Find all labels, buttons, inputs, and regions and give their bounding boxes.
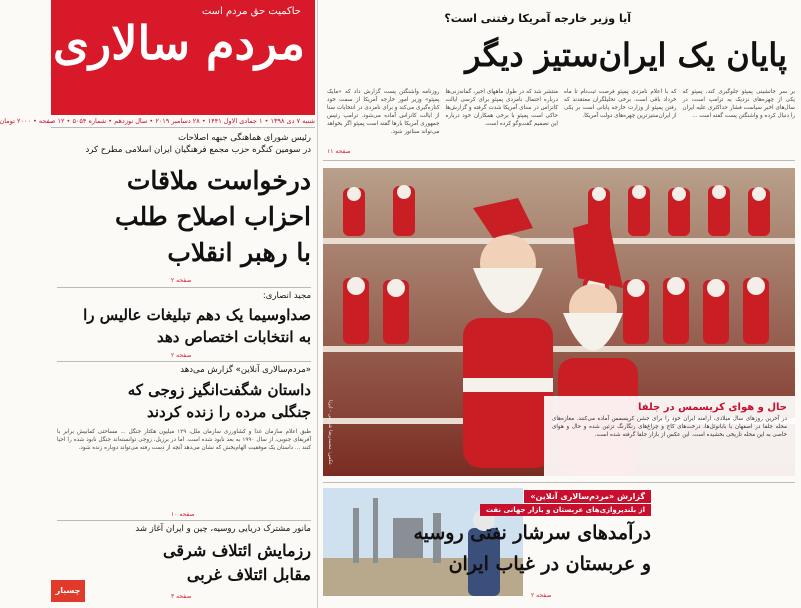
caption-title[interactable]: حال و هوای کریسمس در جلفا	[638, 402, 787, 413]
story4-headline-line1[interactable]: رزمایش ائتلاف شرقی	[163, 541, 311, 560]
story3-headline-line1[interactable]: داستان شگفت‌انگیز زوجی که	[127, 381, 311, 399]
lead-headline[interactable]: پایان یک ایران‌ستیز دیگر	[465, 36, 787, 74]
story3-page: صفحه ۱۰	[171, 511, 195, 518]
lead-body-col: روزنامه واشنگتن پست گزارش داد که «مایک پمپئو» وزیر امور خارجه آمریکا از سمت خود کناره‌گیری می‌کند و برای نامزدی در انتخابات سنا از ایالت کانزاس آماده می‌شود. ترامپ رئیس جمهوری آمریکا بارها گفته است پمپئو اگر بخواهد می‌تواند سناتور شود.	[327, 89, 440, 135]
story3-headline-line2[interactable]: جنگلی مرده را زنده کردند	[147, 403, 311, 421]
story4-kicker: مانور مشترک دریایی روسیه، چین و ایران آغاز شد	[135, 524, 311, 534]
story1-kicker2: در سومین کنگره حزب مجمع فرهنگیان ایران اسلامی مطرح کرد	[85, 145, 311, 155]
divider	[323, 160, 795, 161]
story1-page: صفحه ۲	[171, 277, 192, 284]
story4-page: صفحه ۳	[171, 593, 192, 600]
lead-body-col: که با اعلام نامزدی پمپئو فرصت ثبت‌نام تا ماه خرداد باقی است. برخی تحلیلگران معتقدند که رفتن پمپئو از وزارت خارجه پایانی است بر یکی از ایران‌ستیزترین چهره‌های دولت آمریکا.	[564, 89, 677, 119]
caption-text: در آخرین روزهای سال میلادی، ارامنه ایران خود را برای جشن کریسمس آماده می‌کنند. مغازه‌های محله جلفا در اصفهان با بابانوئل‌ها، درخت‌های کاج و چراغ‌های رنگارنگ تزئین شده و حال و هوای خاصی به این محله تاریخی بخشیده است. این عکس از بازار جلفا گرفته شده است.	[552, 416, 787, 438]
divider	[57, 361, 311, 362]
story1-headline-line3[interactable]: با رهبر انقلاب	[167, 238, 311, 267]
dateline: شنبه ۷ دی ۱۳۹۸ • ۱ جمادی الاول ۱۴۴۱ • ۲۸ دسامبر ۲۰۱۹ • سال نوزدهم • شماره ۵۰۵۴ • ۱۲ صفحه • ۲۰۰۰ تومان	[0, 117, 315, 125]
bottom-headline-line1[interactable]: درآمدهای سرشار نفتی روسیه	[413, 522, 651, 544]
divider	[57, 520, 311, 521]
story1-headline-line2[interactable]: احزاب اصلاح طلب	[114, 202, 311, 231]
story4-headline-line2[interactable]: مقابل ائتلاف غربی	[186, 565, 311, 584]
story2-headline-line2[interactable]: به انتخابات اختصاص دهد	[156, 328, 311, 346]
bottom-page: صفحه ۲	[531, 592, 552, 599]
story2-page: صفحه ۲	[171, 352, 192, 359]
story3-body: طبق اعلام سازمان غذا و کشاورزی سازمان ملل، ۱۲۹ میلیون هکتار جنگل ... مساحتی کمابیش برابر با آفریقای جنوبی، از سال ۱۹۹۰ به بعد نابود شده است. اما در برزیل، زوجی توانسته‌اند جنگل نابود شده را احیا کنند ... داستان یک موفقیت الهام‌بخش که نشان می‌دهد آنچه از دست رفته می‌تواند دوباره زنده شود.	[57, 429, 312, 451]
story1-headline-line1[interactable]: درخواست ملاقات	[126, 166, 311, 195]
report-kicker: از بلندپروازی‌های عربستان و بازار جهانی نفت	[480, 504, 651, 516]
masthead	[51, 0, 315, 115]
divider	[323, 482, 795, 483]
report-tag: گزارش «مردم‌سالاری آنلاین»	[524, 490, 651, 503]
divider	[57, 287, 311, 288]
corner-badge: چسبار	[51, 580, 85, 602]
story2-headline-line1[interactable]: صداوسیما یک دهم تبلیغات عالیس را	[83, 306, 311, 324]
story1-kicker: رئیس شورای هماهنگی جبهه اصلاحات	[178, 133, 311, 143]
column-separator	[317, 0, 318, 608]
photo-caption	[544, 396, 795, 476]
newspaper-logo: مردم سالاری	[52, 16, 305, 70]
lead-body-col: بر سر جانشینی پمپئو جلوگیری کند، پمپئو که یکی از چهره‌های نزدیک به ترامپ است، در سال‌های اخیر سیاست فشار حداکثری علیه ایران را دنبال کرده و واشنگتن پست گفته است ...	[682, 89, 795, 119]
bottom-headline-line2[interactable]: و عربستان در غیاب ایران	[448, 553, 651, 575]
divider	[51, 127, 315, 128]
lead-body-col: منتشر شد که در طول ماههای اخیر، گمانه‌زنی‌ها درباره احتمال نامزدی پمپئو برای کرسی ایالت کانزاس در سنای آمریکا شدت گرفته و گزارش‌ها حاکی است پمپئو با برخی همکاران خود درباره این تصمیم گفت‌وگو کرده است.	[445, 89, 558, 127]
lead-body-columns	[327, 88, 795, 146]
lead-subtitle: آیا وزیر خارجه آمریکا رفتنی است؟	[444, 12, 631, 25]
masthead-tagline: حاکمیت حق مردم است	[201, 6, 301, 17]
story3-kicker: «مردم‌سالاری آنلاین» گزارش می‌دهد	[180, 365, 311, 375]
story2-kicker: مجید انصاری:	[262, 291, 311, 301]
photo-credit: عکس: محمدرضا شریفی - ایرنا	[327, 400, 333, 466]
lead-page: صفحه ۱۱	[327, 148, 351, 155]
